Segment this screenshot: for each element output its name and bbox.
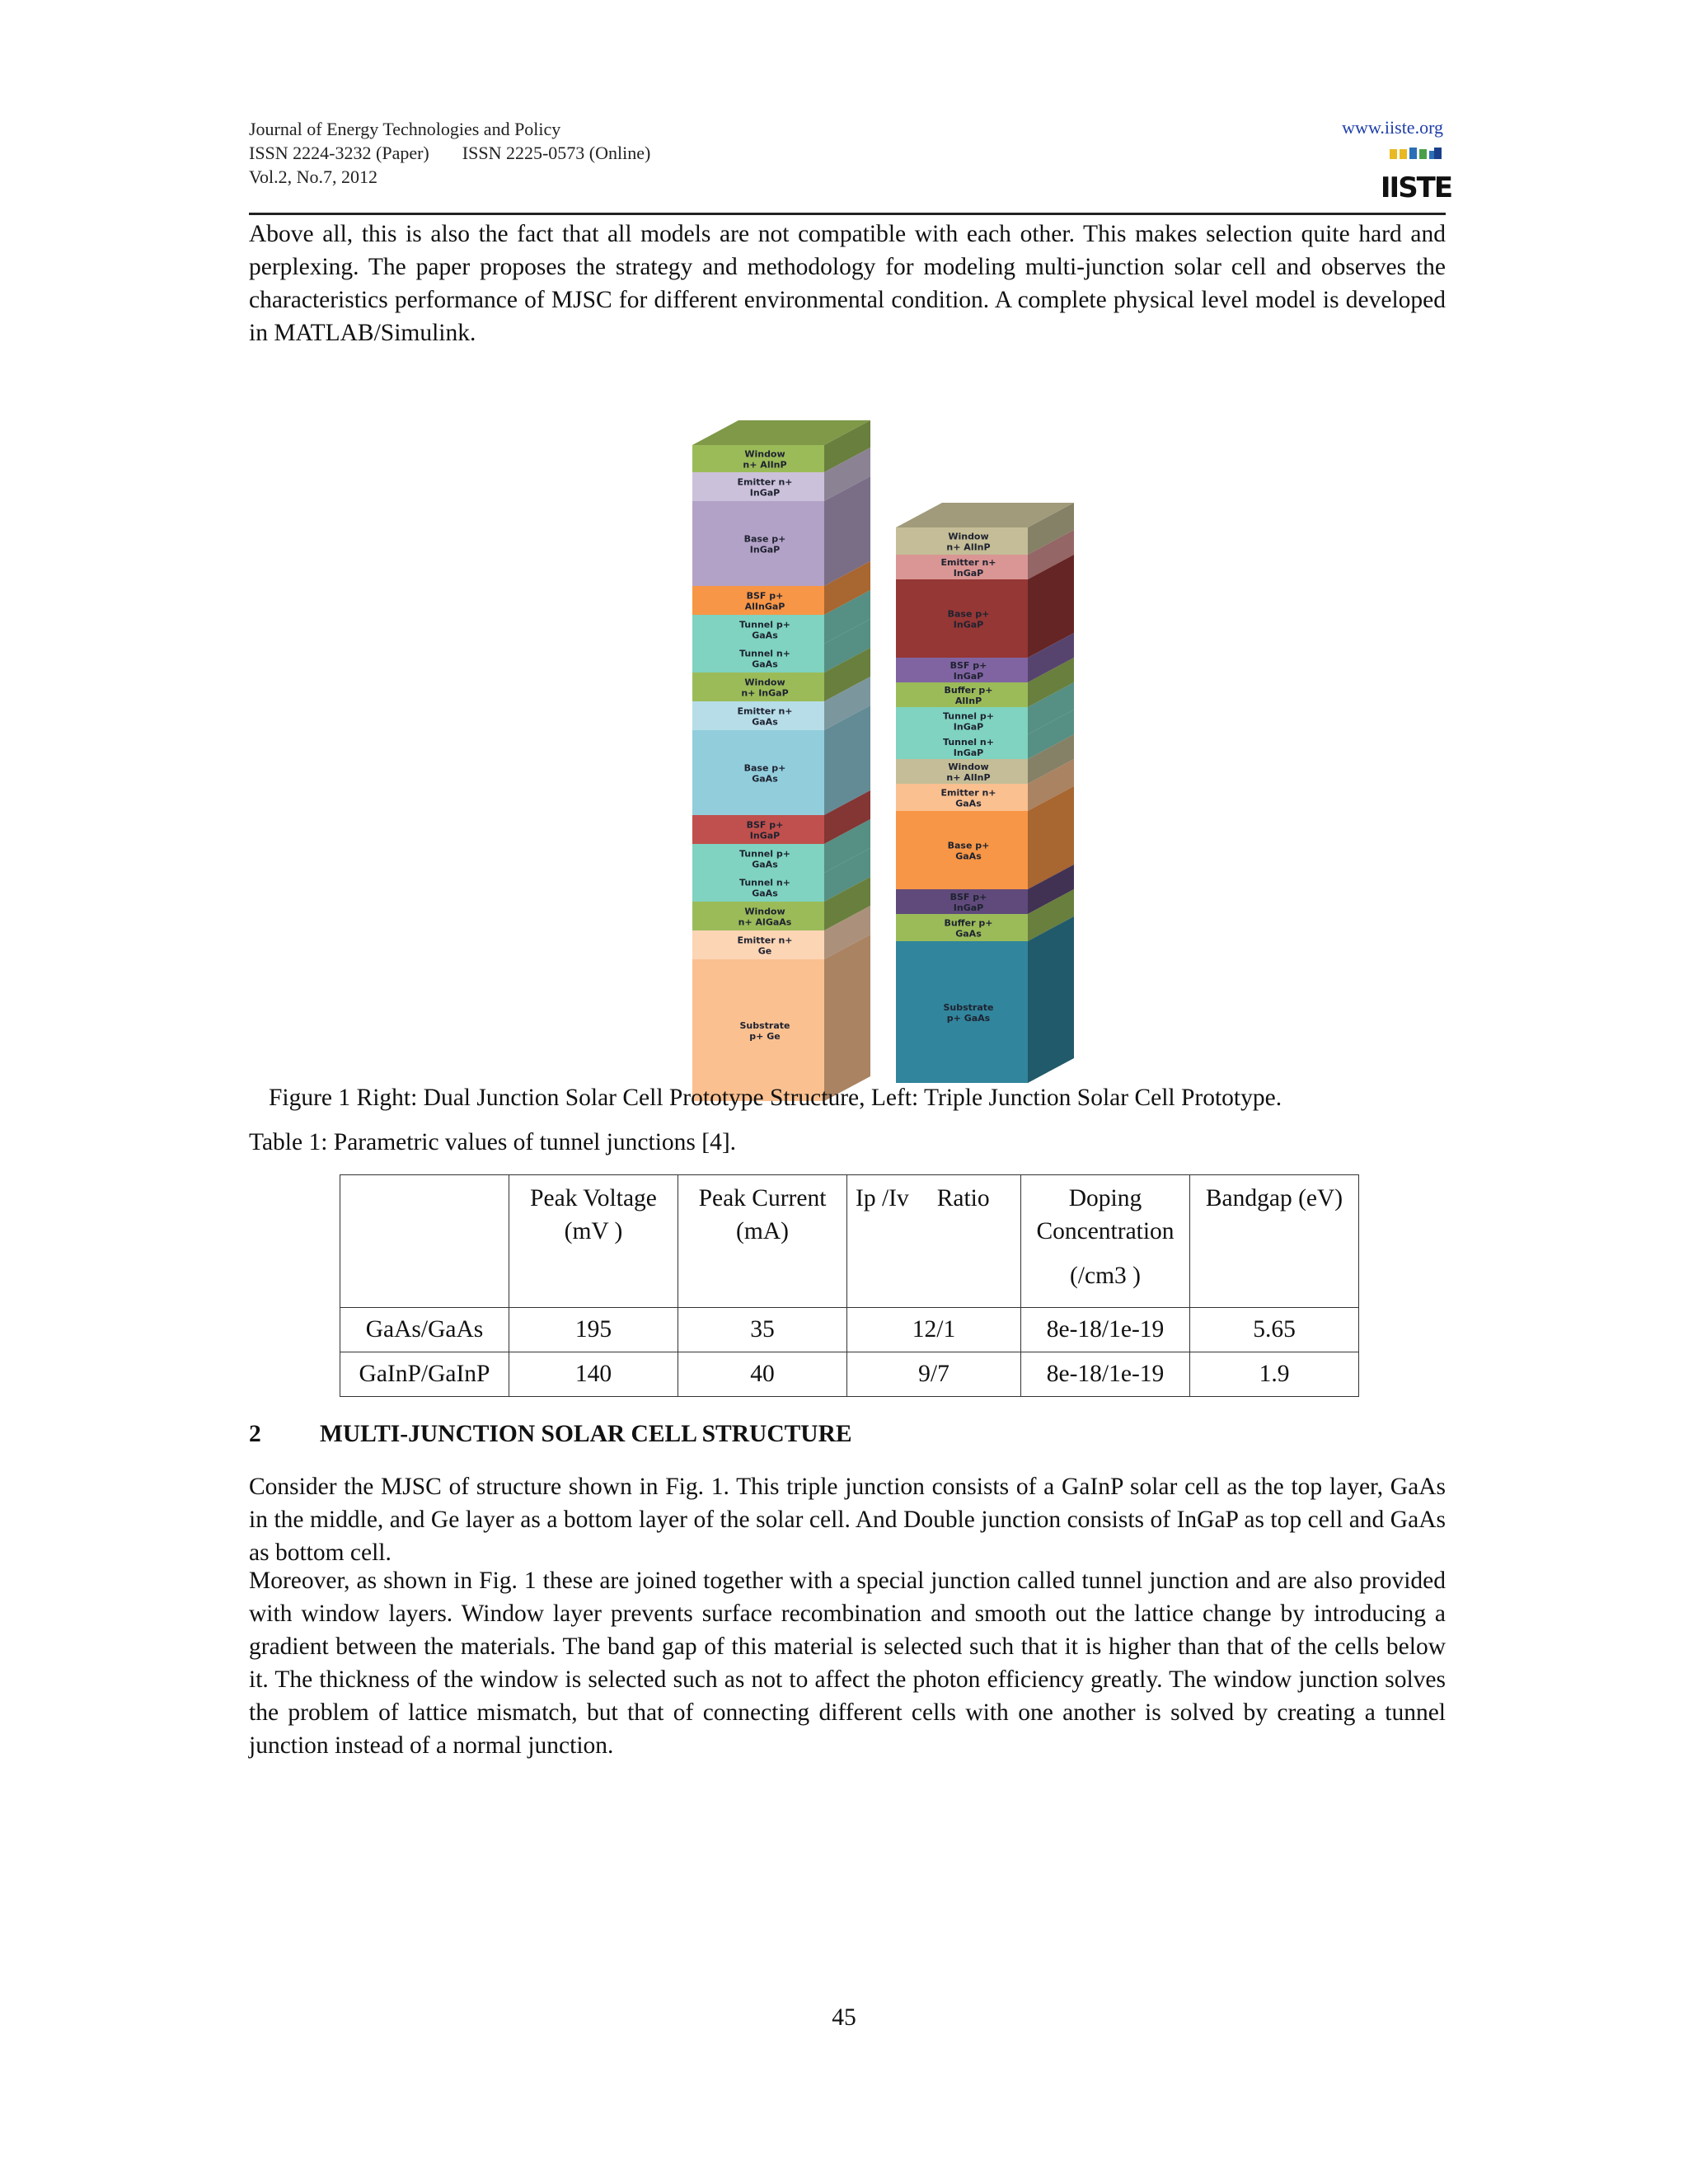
header-doping: Doping Concentration (/cm3 ) bbox=[1021, 1175, 1190, 1308]
layer-label-line1: Tunnel n+ bbox=[739, 648, 790, 659]
layer-label-line2: InGaP bbox=[953, 748, 984, 758]
header-peak-voltage: Peak Voltage (mV ) bbox=[509, 1175, 678, 1308]
layer-label-line1: Buffer p+ bbox=[944, 685, 993, 696]
tunnel-junction-table bbox=[340, 1174, 1359, 1397]
section-heading bbox=[249, 1421, 852, 1448]
triple-junction-stack bbox=[692, 420, 870, 1101]
layer-label-line2: Ge bbox=[757, 945, 772, 957]
layer-label-line1: Emitter n+ bbox=[737, 476, 793, 488]
layer-label-line1: Window bbox=[948, 762, 989, 772]
row-name-cell: GaAs/GaAs bbox=[340, 1308, 509, 1352]
layer-label-line1: Tunnel p+ bbox=[943, 710, 994, 722]
layer-label-line1: Substrate bbox=[739, 1020, 790, 1031]
layer-label-line2: AlInGaP bbox=[744, 601, 785, 612]
header-ratio: Ip /Iv Ratio bbox=[847, 1175, 1021, 1308]
section-paragraph-1: Consider the MJSC of structure shown in Fig. 1. This triple junction consists of a GaInP solar cell as the top layer, GaAs in the middle, and Ge layer as a bottom layer of the solar cell. And Double junction consists of InGaP as top cell and GaAs as bottom cell. bbox=[249, 1474, 1446, 1566]
section-paragraph-2: Moreover, as shown in Fig. 1 these are joined together with a special junction called tunnel junction and are also provided with window layers. Window layer prevents surface recombination and smooth out the lattice change by introducing a gradient between the materials. The band gap of this material is selected such that it is higher than that of the cells below it. The thickness of the window is selected such as not to affect the photon efficiency greatly. The window junction solves the problem of lattice mismatch, but that of connecting different cells with one another is solved by creating a tunnel junction instead of a normal junction. bbox=[249, 1568, 1446, 1759]
doping-cell: 8e-18/1e-19 bbox=[1021, 1352, 1190, 1397]
layer-label-line1: Tunnel n+ bbox=[739, 877, 790, 888]
peak-current-cell: 40 bbox=[678, 1352, 847, 1397]
layer-label-line1: Window bbox=[744, 906, 785, 917]
bandgap-cell: 5.65 bbox=[1190, 1308, 1359, 1352]
layer-label-line1: Substrate bbox=[943, 1002, 994, 1013]
layer-label-line2: GaAs bbox=[752, 859, 778, 870]
layer-label-line2: InGaP bbox=[749, 830, 781, 841]
layer-label-line2: p+ Ge bbox=[749, 1031, 781, 1042]
intro-paragraph: Above all, this is also the fact that all models are not compatible with each other. This makes selection quite hard and perplexing. The paper proposes the strategy and methodology for modeling multi-junction solar cell and observes the characteristics performance of MJSC for different environmental condition. A complete physical level model is developed in MATLAB/Simulink. bbox=[249, 221, 1446, 346]
journal-url-link[interactable]: www.iiste.org bbox=[1342, 117, 1443, 138]
layer-label-line1: Window bbox=[744, 448, 785, 460]
layer-label-line2: GaAs bbox=[955, 851, 982, 862]
section-number: 2 bbox=[249, 1421, 261, 1447]
layer-label-line1: Tunnel n+ bbox=[943, 737, 994, 748]
layer-side-face bbox=[824, 935, 870, 1101]
layer-label-line2: GaAs bbox=[955, 798, 982, 809]
layer-label-line1: BSF p+ bbox=[950, 892, 987, 902]
header-peak-current: Peak Current (mA) bbox=[678, 1175, 847, 1308]
layer-label-line1: Window bbox=[948, 531, 989, 542]
layer-label-line1: Emitter n+ bbox=[737, 705, 793, 717]
peak-current-cell: 35 bbox=[678, 1308, 847, 1352]
section-title: MULTI-JUNCTION SOLAR CELL STRUCTURE bbox=[320, 1421, 852, 1447]
layer-label-line2: n+ AlInP bbox=[946, 541, 991, 553]
layer-label-line1: Base p+ bbox=[947, 840, 990, 851]
layer-label-line2: InGaP bbox=[953, 721, 984, 733]
layer-label-line1: Window bbox=[744, 677, 785, 688]
layer-label-line2: InGaP bbox=[953, 902, 984, 913]
issn-online: ISSN 2225-0573 (Online) bbox=[462, 143, 651, 163]
layer-label-line2: GaAs bbox=[752, 716, 778, 728]
layer-label-line2: AlInP bbox=[954, 696, 982, 706]
table-row bbox=[340, 1308, 1359, 1352]
layer-label-line2: GaAs bbox=[752, 773, 778, 785]
layer-label-line2: n+ InGaP bbox=[741, 687, 789, 699]
dual-junction-stack bbox=[896, 503, 1074, 1083]
layer-label-line2: n+ AlGaAs bbox=[738, 916, 792, 928]
header-bandgap: Bandgap (eV) bbox=[1190, 1175, 1359, 1308]
layer-label-line1: BSF p+ bbox=[950, 660, 987, 671]
layer-label-line1: BSF p+ bbox=[746, 590, 784, 602]
layer-label-line1: Tunnel p+ bbox=[739, 619, 790, 630]
layer-label-line2: GaAs bbox=[752, 658, 778, 670]
layer-label-line2: n+ AlInP bbox=[743, 459, 787, 471]
page-number: 45 bbox=[832, 2004, 856, 2031]
table-title: Table 1: Parametric values of tunnel junctions [4]. bbox=[249, 1129, 737, 1155]
bandgap-cell: 1.9 bbox=[1190, 1352, 1359, 1397]
layer-label-line1: Base p+ bbox=[947, 608, 990, 620]
table-corner-cell bbox=[340, 1175, 509, 1308]
layer-label-line1: Emitter n+ bbox=[737, 935, 793, 946]
layer-label-line1: Emitter n+ bbox=[940, 557, 996, 568]
header-rule bbox=[249, 213, 1446, 215]
issn-paper: ISSN 2224-3232 (Paper) bbox=[249, 143, 429, 163]
table-row bbox=[340, 1352, 1359, 1397]
peak-voltage-cell: 140 bbox=[509, 1352, 678, 1397]
journal-name: Journal of Energy Technologies and Policy bbox=[249, 119, 561, 139]
layer-label-line1: Emitter n+ bbox=[940, 787, 996, 799]
layer-label-line2: GaAs bbox=[955, 928, 982, 940]
peak-voltage-cell: 195 bbox=[509, 1308, 678, 1352]
row-name-cell: GaInP/GaInP bbox=[340, 1352, 509, 1397]
layer-side-face bbox=[1028, 916, 1074, 1083]
layer-label-line2: InGaP bbox=[953, 568, 984, 579]
layer-label-line1: Base p+ bbox=[743, 762, 786, 774]
layer-label-line2: InGaP bbox=[953, 619, 984, 630]
volume-info: Vol.2, No.7, 2012 bbox=[249, 166, 378, 187]
iiste-logo bbox=[1380, 146, 1452, 204]
layer-label-line2: GaAs bbox=[752, 888, 778, 899]
layer-label-line1: Tunnel p+ bbox=[739, 848, 790, 860]
layer-label-line1: Base p+ bbox=[743, 533, 786, 545]
layer-label-line2: InGaP bbox=[953, 671, 984, 682]
table-header-row bbox=[340, 1175, 1359, 1308]
layer-label-line2: GaAs bbox=[752, 630, 778, 641]
journal-header bbox=[249, 117, 650, 189]
ratio-cell: 12/1 bbox=[847, 1308, 1021, 1352]
layer-label-line2: InGaP bbox=[749, 544, 781, 555]
logo-lettering: IISTE bbox=[1380, 171, 1452, 204]
layer-label-line2: p+ GaAs bbox=[946, 1013, 991, 1024]
figure-caption: Figure 1 Right: Dual Junction Solar Cell Prototype Structure, Left: Triple Junction Solar Cell Prototype. bbox=[269, 1085, 1282, 1111]
solar-cell-structure-figure bbox=[692, 396, 1088, 1090]
layer-label-line2: n+ AlInP bbox=[946, 772, 991, 783]
ratio-cell: 9/7 bbox=[847, 1352, 1021, 1397]
layer-label-line1: BSF p+ bbox=[746, 819, 784, 831]
layer-label-line1: Buffer p+ bbox=[944, 917, 993, 929]
layer-label-line2: InGaP bbox=[749, 487, 781, 499]
doping-cell: 8e-18/1e-19 bbox=[1021, 1308, 1190, 1352]
